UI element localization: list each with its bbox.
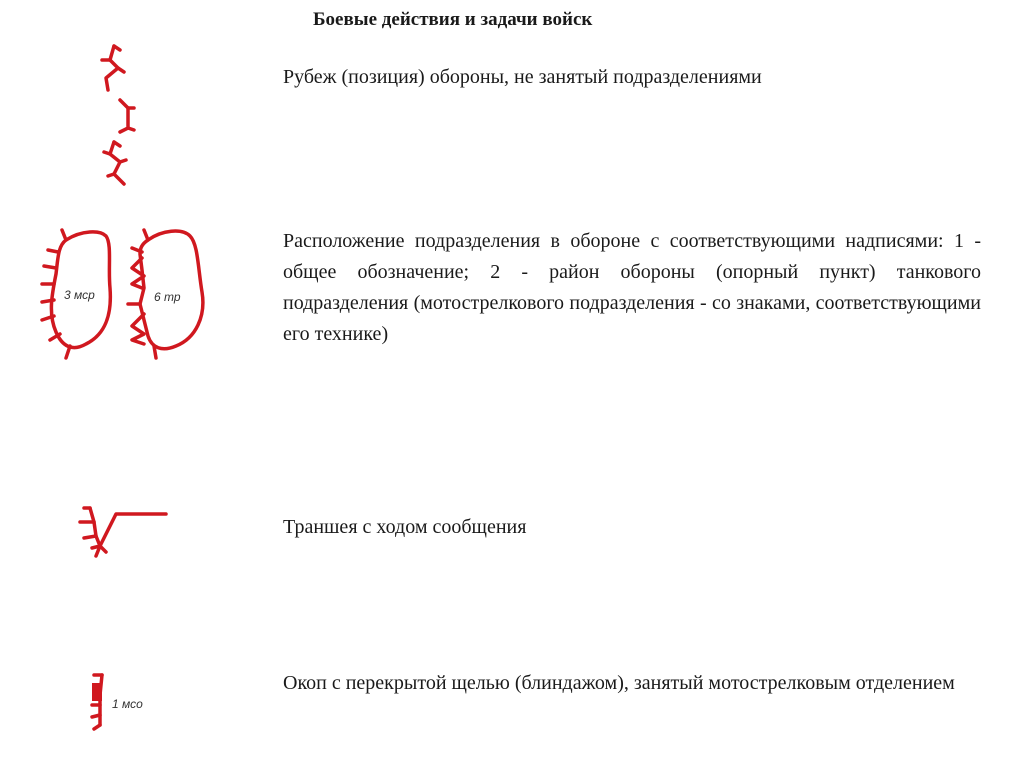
page-title: Боевые действия и задачи войск: [313, 9, 593, 30]
trench-with-communication-passage-symbol: [72, 500, 172, 570]
undefended-line-symbol: [90, 38, 150, 198]
defense-area-label-1: 3 мср: [64, 288, 95, 302]
covered-foxhole-symbol: [80, 665, 180, 740]
description-unit-defense-area: Расположение подразделения в обороне с соответствующими надписями: 1 - общее обозначение; 2 - район обороны (опорный пункт) танкового подразделения (мотострелкового подразделения - со знаками, соответствующими его технике): [283, 230, 981, 345]
covered-slit-mark: [92, 683, 102, 701]
unit-defense-area-symbols: [36, 222, 221, 367]
foxhole-label: 1 мсо: [112, 697, 143, 711]
description-trench: Траншея с ходом сообщения: [283, 516, 527, 538]
description-foxhole: Окоп с перекрытой щелью (блиндажом), занятый мотострелковым отделением: [283, 672, 955, 694]
description-undefended-line: Рубеж (позиция) обороны, не занятый подразделениями: [283, 66, 762, 88]
defense-area-label-2: 6 тр: [154, 290, 181, 304]
